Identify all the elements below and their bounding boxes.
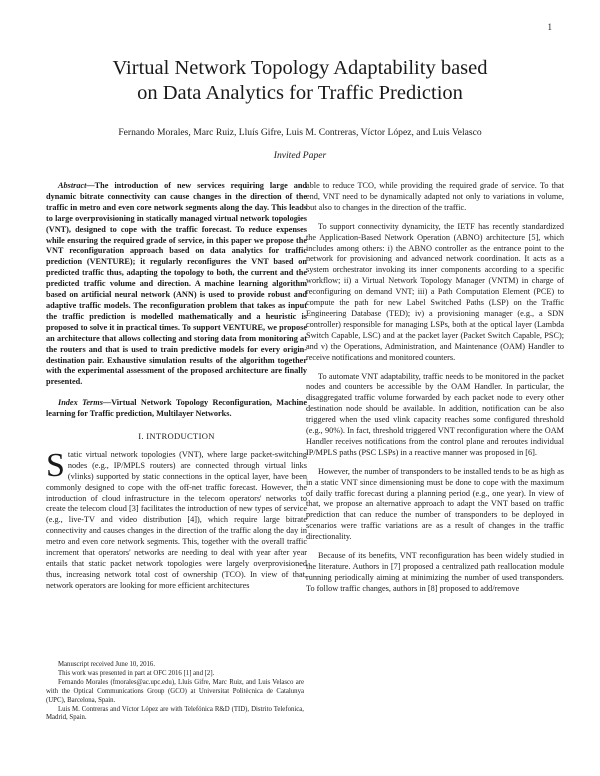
abstract-lead: Abstract (58, 181, 87, 190)
author-list: Fernando Morales, Marc Ruiz, Lluís Gifre, Luis M. Contreras, Víctor López, and Luis Velasco (118, 127, 482, 138)
right-paragraph-3: To automate VNT adaptability, traffic needs to be monitored in the packet nodes and counters be accessible by the OAM Handler. In particular, the disaggregated traffic volume forwarded by each packet node to every other destination node should be available. In addition, notification can be also triggered when the used vlink capacity reaches some configured threshold (e.g., 90%). In fact, threshold triggered VNT reconfiguration where the OAM Handler receives notifications from the control plane and reroutes individual IP/MPLS paths (PSC LSPs) in a reactive manner was proposed in [6]. (306, 371, 564, 457)
paper-title (40, 56, 560, 106)
title-line-2: on Data Analytics for Traffic Prediction (137, 82, 463, 104)
footnote-manuscript: Manuscript received June 10, 2016. (58, 661, 156, 668)
footnote-telefonica-affiliation: Luis M. Contreras and Víctor López are with Telefónica R&D (TID), Distrito Telefonica, Madrid, Spain. (46, 705, 304, 722)
right-paragraph-1: able to reduce TCO, while providing the required grade of service. To that end, VNT need to be dynamically adapted not only to variations in volume, but also to changes in the direction of the traffic. (306, 181, 564, 212)
right-paragraph-5: Because of its benefits, VNT reconfiguration has been widely studied in the literature. Authors in [7] proposed a centralized path reallocation module running periodically aiming at minimizing the number of used transponders. To follow traffic changes, authors in [8] proposed to add/remove (306, 551, 564, 593)
invited-paper-label: Invited Paper (273, 150, 327, 161)
index-terms (46, 398, 307, 420)
right-paragraph-2: To support connectivity dynamicity, the IETF has recently standardized the Application-Based Network Operation (ABNO) architecture [5], which includes among others: i) the ABNO controller as the entrance point to the network for provisioning and advanced network coordination. It acts as a system orchestrator invoking its inner components according to a specific workflow; ii) a Virtual Network Topology Manager (VNTM) in charge of reconfiguring on demand VNT; iii) a Path Computation Element (PCE) to compute the path for new Label Switched Paths (LSP) on the Traffic Engineering Database (TED); iv) a provisioning manager (e.g., a SDN controller) responsible for managing LSPs, both at the optical layer (Lambda Switch Capable, LSC) and at the packet layer (Packet Switch Capable, PSC); and v) the Operations, Administration, and Maintenance (OAM) Handler to receive notifications and monitored counters. (306, 221, 564, 362)
abstract-text: —The introduction of new services requiring large and dynamic bitrate connectivity can cause changes in the direction of the traffic in metro and even core network segments along the day. This leads to large overprovisioning in statically managed virtual network topologies (VNT), designed to cope with the traffic forecast. To reduce expenses while ensuring the required grade of service, in this paper we propose the VNT reconfiguration approach based on data analytics for traffic prediction (VENTURE); it regularly reconfigures the VNT based on predicted traffic thus, adapting the topology to both, the current and the predicted traffic volume and direction. A machine learning algorithm based on artificial neural network (ANN) is used to provide robust and adaptive traffic models. The reconfiguration problem that takes as input the traffic prediction is modelled mathematically and a heuristic is proposed to solve it in practical times. To support VENTURE, we propose an architecture that allows collecting and storing data from monitoring at the routers and that is used to train predictive models for every origin-destination pair. Exhaustive simulation results of the algorithm together with the experimental assessment of the proposed architecture are finally presented. (46, 181, 307, 387)
left-column (46, 181, 307, 592)
intro-paragraph (46, 446, 307, 592)
title-line-1: Virtual Network Topology Adaptability based (112, 57, 488, 79)
section-heading-introduction: I. INTRODUCTION (138, 431, 215, 442)
abstract (46, 181, 307, 388)
footnotes (46, 661, 304, 723)
footnote-upc-affiliation: Fernando Morales (fmorales@ac.upc.edu), Lluís Gifre, Marc Ruiz, and Luis Velasco are with the Optical Communications Group (GCO) at Universitat Politècnica de Catalunya (UPC), Barcelona, Spain. (46, 678, 304, 704)
intro-text: tatic virtual network topologies (VNT), where large packet-switching nodes (e.g., IP/MPLS routers) are connected through virtual links (vlinks) supported by static connections in the optical layer, have been commonly designed to cope with the off-net traffic forecast. However, the introduction of cloud infrastructure in the telecom operators' networks to create the telecom cloud [3] facilitates the introduction of new types of service (e.g., live-TV and video distribution [4]), which require large bitrate connectivity and causes changes in the direction of the traffic along the day in metro and even core network segments. This, together with the overall traffic increment that operators' networks are needing to deal with year after year entails that static packet network topologies were largely overprovisioned thus, increasing network total cost of ownership (TCO). In view of that, network operators are looking for more efficient architectures (46, 449, 307, 590)
drop-cap: S (46, 446, 65, 484)
page-number: 1 (547, 22, 552, 32)
index-terms-lead: Index Terms (58, 398, 103, 408)
right-paragraph-4: However, the number of transponders to be installed tends to be as high as in a static VNT since dimensioning must be done to cope with the maximum of daily traffic forecast during a planning period (e.g., one year). In view of that, we propose an alternative approach to adapt the VNT based on traffic prediction that can reduce the number of transponders to be deployed in scenarios were traffic variations are as a result of changes in the traffic directionality. (306, 466, 564, 542)
footnote-presented: This work was presented in part at OFC 2016 [1] and [2]. (58, 669, 215, 677)
right-column (306, 181, 564, 595)
index-terms-text: —Virtual Network Topology Reconfiguration, Machine learning for Traffic prediction, Multilayer Networks. (46, 398, 307, 419)
